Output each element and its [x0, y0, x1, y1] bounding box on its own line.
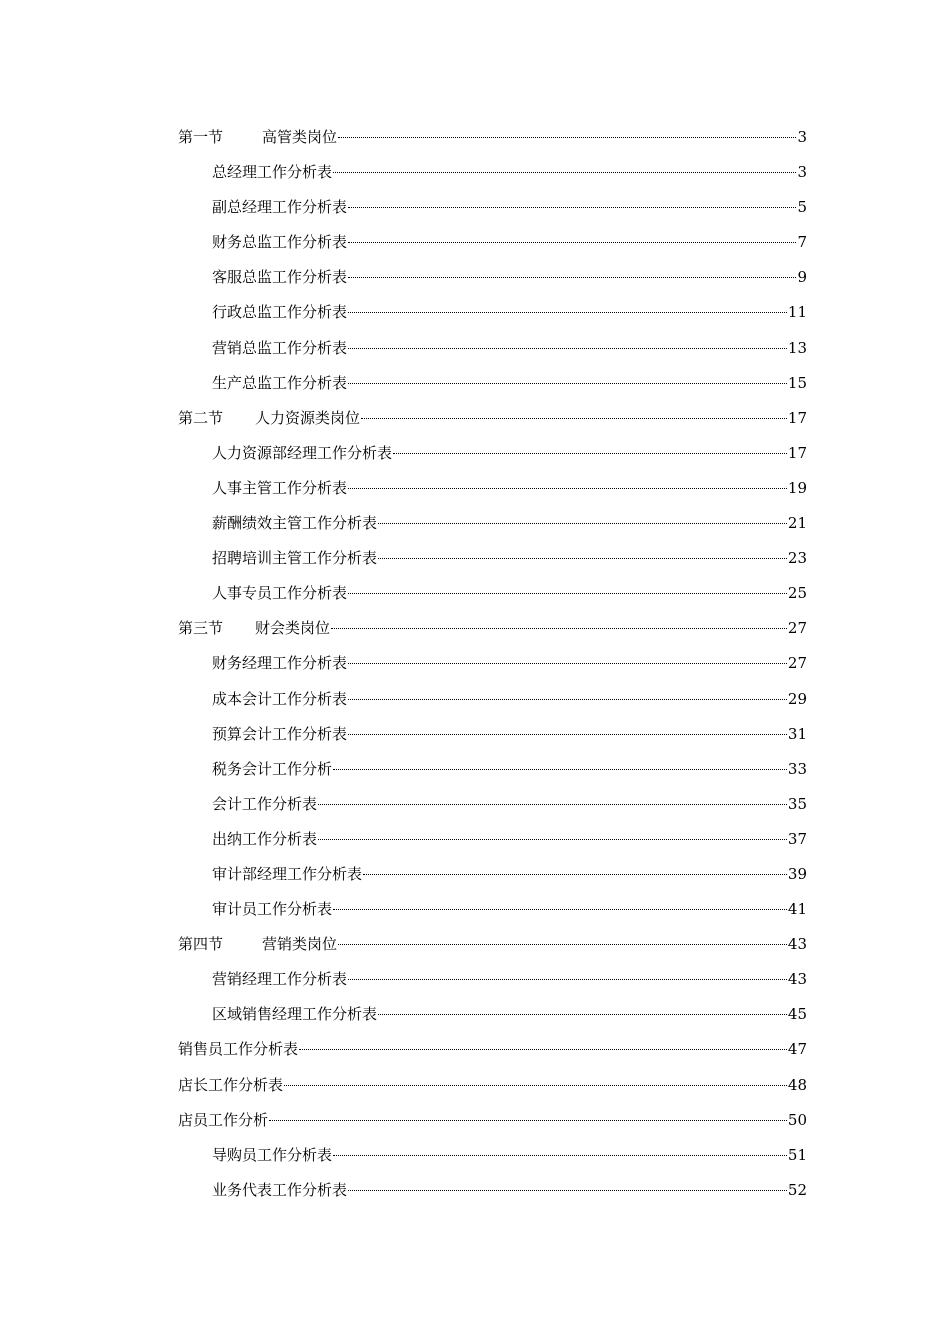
toc-page-number: 48	[787, 1075, 807, 1094]
toc-entry-title: 预算会计工作分析表	[212, 724, 348, 743]
toc-entry[interactable]	[178, 646, 807, 681]
dot-leader	[361, 418, 787, 419]
dot-leader	[348, 312, 787, 313]
toc-entry-title: 招聘培训主管工作分析表	[212, 549, 378, 568]
toc-entry-title: 财务总监工作分析表	[212, 233, 348, 252]
toc-page-number: 15	[787, 373, 807, 392]
toc-entry[interactable]	[178, 822, 807, 857]
toc-entry[interactable]	[178, 1138, 807, 1173]
toc-entry[interactable]	[178, 190, 807, 225]
toc-entry[interactable]	[178, 1068, 807, 1103]
dot-leader	[348, 242, 796, 243]
toc-entry[interactable]	[178, 717, 807, 752]
toc-page-number: 21	[787, 514, 807, 533]
toc-entry[interactable]	[178, 1173, 807, 1208]
toc-entry[interactable]	[178, 260, 807, 295]
toc-page-number: 29	[787, 689, 807, 708]
toc-entry[interactable]	[178, 366, 807, 401]
toc-entry[interactable]	[178, 471, 807, 506]
toc-page-number: 13	[787, 338, 807, 357]
toc-entry-title: 人事主管工作分析表	[212, 478, 348, 497]
toc-section-entry[interactable]	[178, 120, 807, 155]
toc-entry[interactable]	[178, 576, 807, 611]
dot-leader	[338, 137, 796, 138]
toc-entry[interactable]	[178, 997, 807, 1032]
dot-leader	[348, 277, 796, 278]
toc-page-number: 51	[787, 1145, 807, 1164]
toc-section-number: 第四节	[178, 935, 224, 954]
toc-entry-title: 营销总监工作分析表	[212, 338, 348, 357]
toc-page-number: 25	[787, 584, 807, 603]
toc-page-number: 17	[787, 408, 807, 427]
dot-leader	[348, 593, 787, 594]
toc-page-number: 23	[787, 549, 807, 568]
dot-leader	[333, 1155, 787, 1156]
toc-entry[interactable]	[178, 541, 807, 576]
toc-entry-title: 人力资源类岗位	[255, 408, 361, 427]
toc-entry[interactable]	[178, 787, 807, 822]
dot-leader	[318, 839, 787, 840]
toc-page-number: 39	[787, 864, 807, 883]
dot-leader	[348, 663, 787, 664]
toc-entry-title: 成本会计工作分析表	[212, 689, 348, 708]
toc-page-number: 52	[787, 1180, 807, 1199]
toc-entry-title: 审计员工作分析表	[212, 900, 333, 919]
toc-entry[interactable]	[178, 962, 807, 997]
toc-page-number: 47	[787, 1040, 807, 1059]
toc-entry-title: 生产总监工作分析表	[212, 373, 348, 392]
toc-entry[interactable]	[178, 155, 807, 190]
toc-page-number: 31	[787, 724, 807, 743]
toc-entry-title: 会计工作分析表	[212, 794, 318, 813]
dot-leader	[348, 1190, 787, 1191]
dot-leader	[348, 699, 787, 700]
toc-entry[interactable]	[178, 295, 807, 330]
toc-entry-title: 高管类岗位	[262, 128, 338, 146]
dot-leader	[378, 558, 787, 559]
toc-entry-title: 副总经理工作分析表	[212, 198, 348, 217]
toc-section-number: 第三节	[178, 619, 224, 638]
toc-entry-title: 总经理工作分析表	[212, 163, 333, 182]
toc-entry-title: 营销类岗位	[262, 935, 338, 954]
dot-leader	[348, 488, 787, 489]
toc-entry[interactable]	[178, 225, 807, 260]
toc-page-number: 43	[787, 970, 807, 989]
toc-entry-title: 店员工作分析	[178, 1110, 269, 1129]
toc-section-number: 第二节	[178, 408, 224, 427]
toc-page-number: 7	[797, 233, 807, 252]
dot-leader	[348, 979, 787, 980]
toc-entry-title: 区域销售经理工作分析表	[212, 1005, 378, 1024]
toc-entry-title: 业务代表工作分析表	[212, 1180, 348, 1199]
toc-entry[interactable]	[178, 506, 807, 541]
toc-entry[interactable]	[178, 892, 807, 927]
dot-leader	[269, 1120, 787, 1121]
toc-entry-title: 店长工作分析表	[178, 1075, 284, 1094]
toc-page-number: 37	[787, 829, 807, 848]
toc-entry-title: 薪酬绩效主管工作分析表	[212, 514, 378, 533]
dot-leader	[333, 172, 796, 173]
toc-page-number: 3	[797, 128, 807, 146]
toc-entry[interactable]	[178, 857, 807, 892]
dot-leader	[318, 804, 787, 805]
toc-entry-title: 财务经理工作分析表	[212, 654, 348, 673]
dot-leader	[284, 1085, 787, 1086]
toc-entry[interactable]	[178, 1103, 807, 1138]
dot-leader	[333, 909, 787, 910]
toc-page-number: 19	[787, 478, 807, 497]
toc-page-number: 43	[787, 935, 807, 954]
toc-entry[interactable]	[178, 752, 807, 787]
dot-leader	[331, 628, 787, 629]
toc-entry-title: 行政总监工作分析表	[212, 303, 348, 322]
toc-page-number: 50	[787, 1110, 807, 1129]
toc-entry[interactable]	[178, 331, 807, 366]
toc-section-entry[interactable]	[178, 401, 807, 436]
toc-page-number: 9	[797, 268, 807, 287]
dot-leader	[393, 453, 787, 454]
toc-page-number: 33	[787, 759, 807, 778]
dot-leader	[378, 1014, 787, 1015]
toc-entry-title: 销售员工作分析表	[178, 1040, 299, 1059]
toc-page-number: 3	[797, 163, 807, 182]
dot-leader	[333, 769, 787, 770]
toc-page-number: 17	[787, 443, 807, 462]
dot-leader	[299, 1049, 787, 1050]
toc-entry-title: 审计部经理工作分析表	[212, 864, 363, 883]
toc-entry-title: 客服总监工作分析表	[212, 268, 348, 287]
dot-leader	[338, 944, 787, 945]
toc-page-number: 5	[797, 198, 807, 217]
toc-page-number: 11	[787, 303, 807, 322]
dot-leader	[378, 523, 787, 524]
dot-leader	[348, 207, 796, 208]
toc-entry-title: 财会类岗位	[255, 619, 331, 638]
dot-leader	[348, 734, 787, 735]
toc-page-number: 41	[787, 900, 807, 919]
toc-entry-title: 导购员工作分析表	[212, 1145, 333, 1164]
toc-page-number: 27	[787, 619, 807, 638]
toc-entry[interactable]	[178, 682, 807, 717]
toc-page-number: 35	[787, 794, 807, 813]
toc-entry[interactable]	[178, 1032, 807, 1067]
toc-section-entry[interactable]	[178, 611, 807, 646]
toc-entry-title: 税务会计工作分析	[212, 759, 333, 778]
toc-page-number: 27	[787, 654, 807, 673]
toc-entry-title: 人力资源部经理工作分析表	[212, 443, 393, 462]
toc-entry-title: 出纳工作分析表	[212, 829, 318, 848]
table-of-contents	[178, 120, 807, 1208]
dot-leader	[348, 348, 787, 349]
dot-leader	[363, 874, 787, 875]
toc-entry-title: 营销经理工作分析表	[212, 970, 348, 989]
toc-entry-title: 人事专员工作分析表	[212, 584, 348, 603]
toc-section-number: 第一节	[178, 128, 224, 146]
dot-leader	[348, 383, 787, 384]
toc-entry[interactable]	[178, 436, 807, 471]
toc-section-entry[interactable]	[178, 927, 807, 962]
toc-page-number: 45	[787, 1005, 807, 1024]
